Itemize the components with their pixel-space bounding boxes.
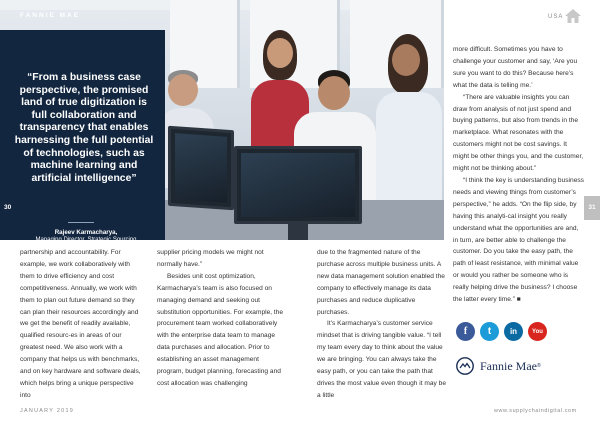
facebook-icon[interactable]: f xyxy=(456,322,475,341)
body-column-1 xyxy=(20,247,142,402)
pull-quote-panel xyxy=(0,30,165,251)
pull-quote-text: “From a business case perspective, the promised land of true digitization is full collaboration and transparency that enables harnessing the full potential of technologies, such as machine learning and artificial intelligence” xyxy=(14,72,154,184)
fannie-mae-logo[interactable] xyxy=(456,357,541,375)
youtube-icon[interactable]: You xyxy=(528,322,547,341)
paragraph: partnership and accountability. For example, we work collaboratively with them to drive efficiency and cost competitiveness. Annually, we work with them to plan out future demand so they can plan their resources accordingly and we get the benefit of readily available, qualified resourc-es in areas of our greatest need. We also work with a company that helps us with benchmarks, and on key hardware and software deals, which helps bring a unique perspective into xyxy=(20,249,141,399)
body-column-3 xyxy=(317,247,447,402)
body-column-2 xyxy=(157,247,285,390)
page-number-right: 31 xyxy=(584,196,600,220)
quote-attribution-name: Rajeev Karmacharya, xyxy=(54,229,118,236)
website-url[interactable]: www.supplychaindigital.com xyxy=(494,408,577,414)
body-column-4 xyxy=(453,44,584,306)
monitor-stand xyxy=(288,222,308,240)
monitor xyxy=(168,126,234,211)
paragraph: “I think the key is understanding business needs and viewing things from customer’s perspective,” he adds. “On the flip side, by having this analyti-cal insight you really understand what the opportunities are and, in turn, are better able to challenge the customer. Do you take the easy path, the path of least resistance, with minimal value or would you rather be someone who is really helping drive the business? I choose the latter every time.” ■ xyxy=(453,176,584,304)
page-number-left: 30 xyxy=(4,204,12,211)
linkedin-icon[interactable]: in xyxy=(504,322,523,341)
paragraph: It’s Karmacharya’s customer service mindset that is driving tangible value. “I tell my team every day to think about the value we are bringing. You can always take the easy path, or you can take the path that drives the most value even though it may be a little xyxy=(317,320,447,399)
quote-title-line: Managing Director, Strategic Sourcing xyxy=(35,237,137,243)
paragraph: “There are valuable insights you can draw from analysis of not just spend and buying patterns, but also from trends in the marketplace. What resonates with the customers might not be cost savings. It might be other things you, and the customer, might not be thinking about.” xyxy=(453,93,584,173)
paragraph: more difficult. Sometimes you have to challenge your customer and say, ‘Are you sure you want to do this? Because here’s what the data is telling me.’ xyxy=(453,46,578,89)
fannie-mae-logo-mark-icon xyxy=(456,357,474,375)
paragraph: supplier pricing models we might not normally have.” xyxy=(157,249,264,268)
paragraph: Besides unit cost optimization, Karmacharya’s team is also focused on managing demand and seeking out substitution opportunities. For example, the procurement team worked collaboratively with the enterprise data team to manage data purchases and allocation. Prior to establishing an asset management program, budget planning, forecasting and cost allocation was challenging xyxy=(157,272,284,387)
header-brand: FANNIE MAE xyxy=(20,12,81,19)
logo-wordmark: Fannie Mae xyxy=(480,358,537,373)
paragraph: due to the fragmented nature of the purchase across multiple business units. A new data management solution enabled the company to effectively manage its data purchases and reduce duplicative purchases. xyxy=(317,249,445,316)
monitor xyxy=(234,146,362,224)
region-label: USA xyxy=(548,14,564,20)
quote-divider xyxy=(68,222,94,223)
twitter-icon[interactable]: t xyxy=(480,322,499,341)
quote-title-line: and Category Management xyxy=(49,244,123,251)
issue-date: JANUARY 2019 xyxy=(20,408,75,414)
home-icon[interactable] xyxy=(564,8,582,24)
registered-mark: ® xyxy=(536,363,541,369)
social-links xyxy=(456,322,547,341)
